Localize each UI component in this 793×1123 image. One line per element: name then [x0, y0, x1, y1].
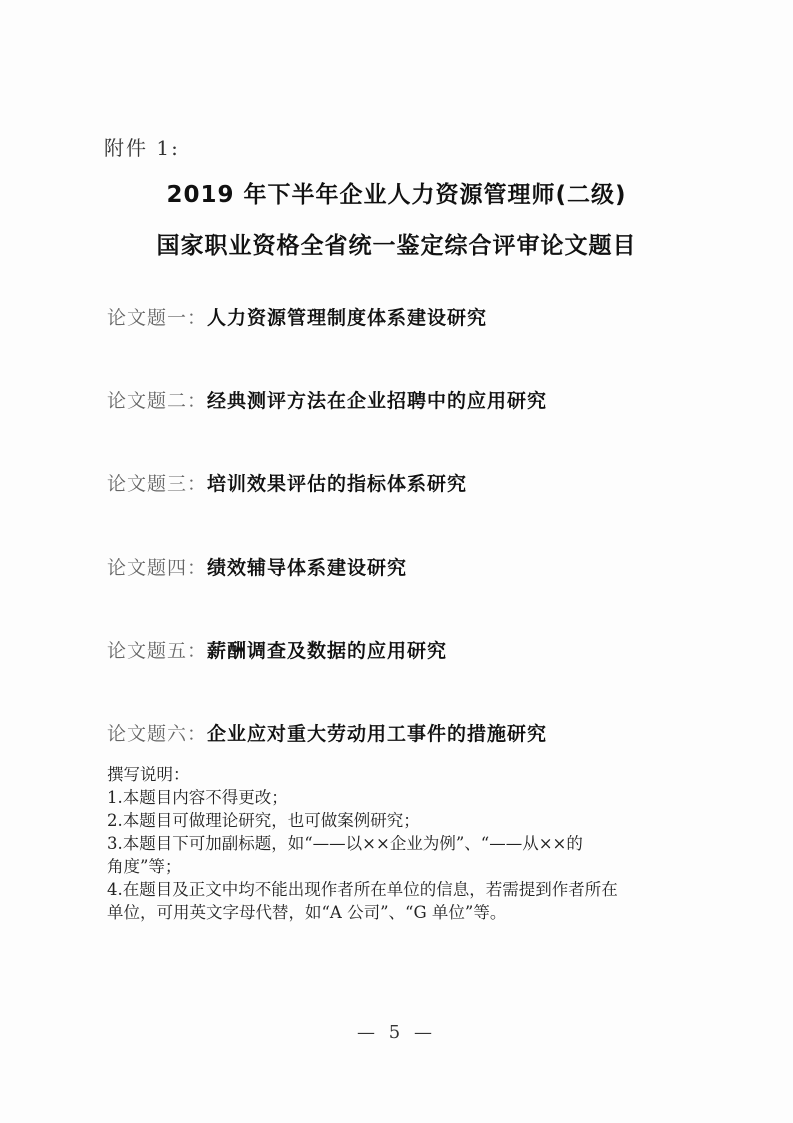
instruction-line: 单位，可用英文字母代替，如“A 公司”、“G 单位”等。	[107, 903, 507, 922]
page-number: — 5 —	[357, 1022, 436, 1043]
topic-label: 论文题五：	[107, 640, 208, 662]
topic-label: 论文题六：	[107, 723, 208, 745]
topic-4	[107, 553, 407, 580]
topic-label: 论文题三：	[107, 473, 208, 495]
instruction-line: 角度”等；	[107, 857, 182, 876]
topic-text: 薪酬调查及数据的应用研究	[207, 640, 448, 662]
topic-text: 培训效果评估的指标体系研究	[207, 473, 468, 495]
document-title-line-1: 2019 年下半年企业人力资源管理师(二级)	[166, 182, 627, 208]
document-title-line-2: 国家职业资格全省统一鉴定综合评审论文题目	[156, 233, 637, 259]
topic-1	[107, 303, 487, 330]
topic-6	[107, 719, 547, 746]
writing-instructions	[107, 763, 707, 924]
instruction-line: 3.本题目下可加副标题，如“——以××企业为例”、“——从××的	[107, 834, 583, 853]
instruction-line: 4.在题目及正文中均不能出现作者所在单位的信息，若需提到作者所在	[107, 880, 618, 899]
instructions-heading: 撰写说明：	[107, 765, 190, 784]
topic-text: 绩效辅导体系建设研究	[207, 557, 408, 579]
topic-5	[107, 636, 447, 663]
instruction-line: 2.本题目可做理论研究，也可做案例研究；	[107, 811, 420, 830]
topic-label: 论文题四：	[107, 557, 208, 579]
topic-text: 企业应对重大劳动用工事件的措施研究	[207, 723, 548, 745]
topic-3	[107, 469, 467, 496]
topic-label: 论文题二：	[107, 390, 208, 412]
topic-label: 论文题一：	[107, 307, 208, 329]
topic-text: 人力资源管理制度体系建设研究	[207, 307, 488, 329]
topic-2	[107, 386, 547, 413]
attachment-label: 附件 1:	[104, 136, 180, 160]
topic-text: 经典测评方法在企业招聘中的应用研究	[207, 390, 548, 412]
instruction-line: 1.本题目内容不得更改；	[107, 788, 288, 807]
